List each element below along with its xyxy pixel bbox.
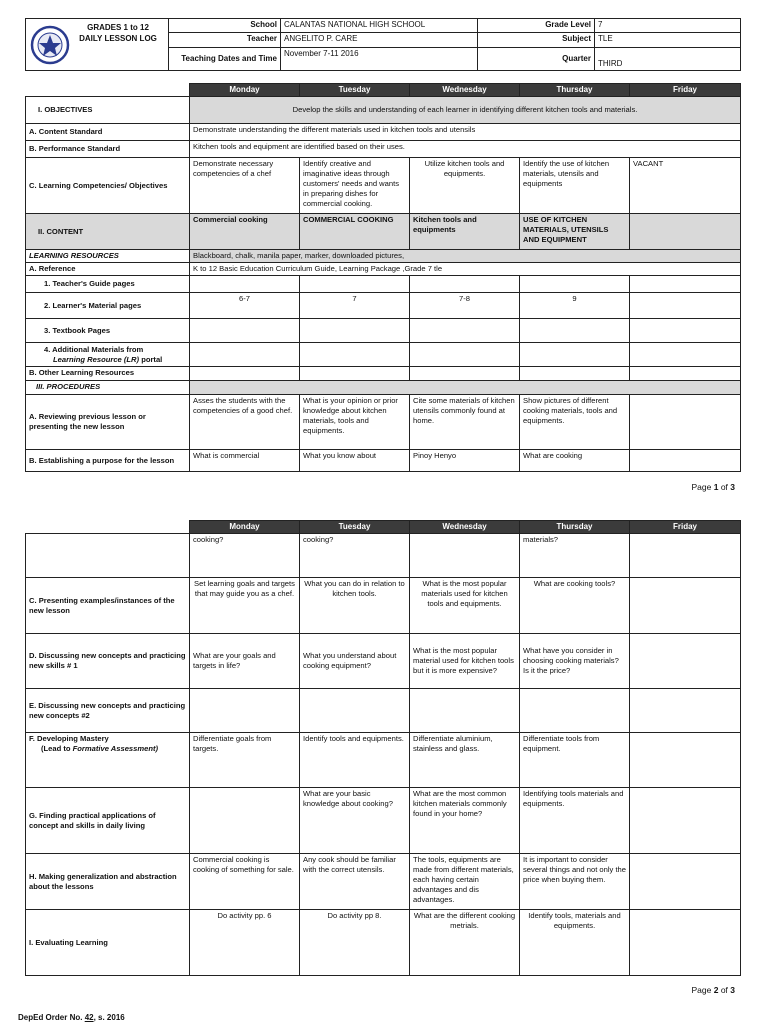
presenting-cell: What is the most popular materials used for kitchen tools and equipments. — [410, 578, 520, 634]
discussing1-cell: What have you consider in choosing cooking materials? Is it the price? — [520, 634, 630, 689]
additional-materials-portal: portal — [139, 354, 163, 364]
content-standard-label: A. Content Standard — [26, 124, 190, 141]
evaluating-cell: What are the different cooking metrials. — [410, 910, 520, 976]
evaluating-cell: Do activity pp 8. — [300, 910, 410, 976]
mastery-cell: Differentiate tools from equipment. — [520, 733, 630, 788]
content-standard-text: Demonstrate understanding the different materials used in kitchen tools and utensils — [190, 124, 741, 141]
purpose-cell: What is commercial — [190, 450, 300, 472]
dates-value: November 7-11 2016 — [281, 48, 478, 71]
content-cell: USE OF KITCHEN MATERIALS, UTENSILS AND EQUIPMENT — [520, 214, 630, 250]
textbook-label: 3. Textbook Pages — [26, 319, 190, 343]
reviewing-cell: Asses the students with the competencies of a good chef. — [190, 395, 300, 450]
performance-standard-text: Kitchen tools and equipment are identified based on their uses. — [190, 141, 741, 158]
mastery-label-line3: Formative Assessment) — [72, 744, 159, 753]
day-monday: Monday — [190, 521, 300, 534]
evaluating-cell: Do activity pp. 6 — [190, 910, 300, 976]
day-friday: Friday — [630, 521, 741, 534]
teachers-guide-label: 1. Teacher's Guide pages — [26, 276, 190, 293]
presenting-cell: Set learning goals and targets that may guide you as a chef. — [190, 578, 300, 634]
objectives-text: Develop the skills and understanding of each learner in identifying different kitchen tools and materials. — [190, 97, 741, 124]
lm-pages-cell: 7-8 — [410, 293, 520, 319]
teacher-label: Teacher — [169, 33, 281, 48]
purpose-cell — [630, 450, 741, 472]
generalization-cell: The tools, equipments are made from different materials, each having certain advantages and dis advantages. — [410, 854, 520, 910]
title-line1: GRADES 1 to 12 — [87, 23, 149, 32]
learners-material-label: 2. Learner's Material pages — [26, 293, 190, 319]
procedures-label: III. PROCEDURES — [26, 381, 190, 395]
reviewing-label: A. Reviewing previous lesson or presenting the new lesson — [26, 395, 190, 450]
competency-cell: VACANT — [630, 158, 741, 214]
school-value: CALANTAS NATIONAL HIGH SCHOOL — [281, 19, 478, 33]
continued-cell — [630, 534, 741, 578]
discussing1-cell: What is the most popular material used for kitchen tools but it is more expensive? — [410, 634, 520, 689]
learning-resources-text: Blackboard, chalk, manila paper, marker, downloaded pictures, — [190, 250, 741, 263]
content-label: II. CONTENT — [26, 214, 190, 250]
grade-level-label: Grade Level — [478, 19, 595, 33]
purpose-cell: Pinoy Henyo — [410, 450, 520, 472]
lm-pages-cell — [630, 293, 741, 319]
dates-label: Teaching Dates and Time — [169, 48, 281, 71]
quarter-value: THIRD — [595, 48, 741, 71]
grade-level-value: 7 — [595, 19, 741, 33]
page-number-2: Page 2 of 3 — [691, 985, 735, 995]
additional-materials-label — [26, 343, 190, 367]
learning-resources-label: LEARNING RESOURCES — [26, 250, 190, 263]
presenting-cell — [630, 578, 741, 634]
quarter-label: Quarter — [478, 48, 595, 71]
lm-pages-cell: 9 — [520, 293, 630, 319]
teacher-value: ANGELITO P. CARE — [281, 33, 478, 48]
day-header-row — [26, 84, 741, 97]
evaluating-cell: Identify tools, materials and equipments. — [520, 910, 630, 976]
procedures-row — [26, 381, 741, 395]
lesson-table-page1 — [25, 83, 741, 472]
practical-cell — [630, 788, 741, 854]
continued-cell: cooking? — [300, 534, 410, 578]
practical-label: G. Finding practical applications of concept and skills in daily living — [26, 788, 190, 854]
mastery-cell — [630, 733, 741, 788]
day-tuesday: Tuesday — [300, 84, 410, 97]
generalization-cell: It is important to consider several things and not only the price when buying them. — [520, 854, 630, 910]
lesson-table-page2 — [25, 520, 741, 976]
mastery-label-line2: (Lead to — [41, 744, 73, 753]
competency-cell: Demonstrate necessary competencies of a chef — [190, 158, 300, 214]
evaluating-label: I. Evaluating Learning — [26, 910, 190, 976]
day-thursday: Thursday — [520, 84, 630, 97]
presenting-cell: What are cooking tools? — [520, 578, 630, 634]
competency-cell: Identify creative and imaginative ideas through customers' needs and wants in preparing dishes for commercial cooking. — [300, 158, 410, 214]
continued-cell: cooking? — [190, 534, 300, 578]
additional-materials-line1: 4. Additional Materials from — [44, 344, 144, 354]
mastery-label — [26, 733, 190, 788]
generalization-cell: Any cook should be familiar with the correct utensils. — [300, 854, 410, 910]
discussing2-label: E. Discussing new concepts and practicing new concepts #2 — [26, 689, 190, 733]
mastery-cell: Differentiate aluminium, stainless and glass. — [410, 733, 520, 788]
day-thursday: Thursday — [520, 521, 630, 534]
deped-seal-icon — [30, 25, 70, 65]
reference-label: A. Reference — [26, 263, 190, 276]
deped-order-footer: DepEd Order No. 42, s. 2016 — [18, 1013, 125, 1022]
discussing1-cell: What you understand about cooking equipment? — [300, 634, 410, 689]
practical-cell: What are your basic knowledge about cooking? — [300, 788, 410, 854]
continued-cell — [410, 534, 520, 578]
day-wednesday: Wednesday — [410, 84, 520, 97]
discussing1-cell — [630, 634, 741, 689]
lm-pages-cell: 7 — [300, 293, 410, 319]
header-table — [25, 18, 741, 71]
generalization-cell: Commercial cooking is cooking of something for sale. — [190, 854, 300, 910]
continued-cell: materials? — [520, 534, 630, 578]
competencies-label: C. Learning Competencies/ Objectives — [26, 158, 190, 214]
presenting-label: C. Presenting examples/instances of the new lesson — [26, 578, 190, 634]
practical-cell — [190, 788, 300, 854]
page-number-1: Page 1 of 3 — [691, 482, 735, 492]
day-header-row — [26, 521, 741, 534]
other-resources-label: B. Other Learning Resources — [26, 367, 190, 381]
day-tuesday: Tuesday — [300, 521, 410, 534]
discussing1-cell: What are your goals and targets in life? — [190, 634, 300, 689]
reviewing-cell: Cite some materials of kitchen utensils commonly found at home. — [410, 395, 520, 450]
competency-cell: Utilize kitchen tools and equipments. — [410, 158, 520, 214]
purpose-label: B. Establishing a purpose for the lesson — [26, 450, 190, 472]
discussing1-label: D. Discussing new concepts and practicing new skills # 1 — [26, 634, 190, 689]
mastery-label-line1: F. Developing Mastery — [29, 734, 109, 743]
performance-standard-label: B. Performance Standard — [26, 141, 190, 158]
reference-text: K to 12 Basic Education Curriculum Guide, Learning Package ,Grade 7 tle — [190, 263, 741, 276]
title-line2: DAILY LESSON LOG — [79, 34, 157, 43]
purpose-cell: What are cooking — [520, 450, 630, 472]
reviewing-cell: Show pictures of different cooking materials, tools and equipments. — [520, 395, 630, 450]
generalization-label: H. Making generalization and abstraction about the lessons — [26, 854, 190, 910]
lm-pages-cell: 6-7 — [190, 293, 300, 319]
content-cell — [630, 214, 741, 250]
school-label: School — [169, 19, 281, 33]
subject-value: TLE — [595, 33, 741, 48]
competency-cell: Identify the use of kitchen materials, utensils and equipments — [520, 158, 630, 214]
practical-cell: Identifying tools materials and equipments. — [520, 788, 630, 854]
reviewing-cell: What is your opinion or prior knowledge about kitchen materials, tools and equipments. — [300, 395, 410, 450]
mastery-cell: Differentiate goals from targets. — [190, 733, 300, 788]
practical-cell: What are the most common kitchen materials commonly found in your home? — [410, 788, 520, 854]
content-cell: Kitchen tools and equipments — [410, 214, 520, 250]
additional-materials-lr: Learning Resource (LR) — [53, 354, 140, 364]
objectives-label: I. OBJECTIVES — [26, 97, 190, 124]
content-cell: Commercial cooking — [190, 214, 300, 250]
mastery-cell: Identify tools and equipments. — [300, 733, 410, 788]
presenting-cell: What you can do in relation to kitchen tools. — [300, 578, 410, 634]
reviewing-cell — [630, 395, 741, 450]
day-friday: Friday — [630, 84, 741, 97]
evaluating-cell — [630, 910, 741, 976]
subject-label: Subject — [478, 33, 595, 48]
purpose-cell: What you know about — [300, 450, 410, 472]
content-cell: COMMERCIAL COOKING — [300, 214, 410, 250]
generalization-cell — [630, 854, 741, 910]
header-logo-cell — [26, 19, 169, 71]
day-monday: Monday — [190, 84, 300, 97]
objectives-row — [26, 97, 741, 124]
day-wednesday: Wednesday — [410, 521, 520, 534]
